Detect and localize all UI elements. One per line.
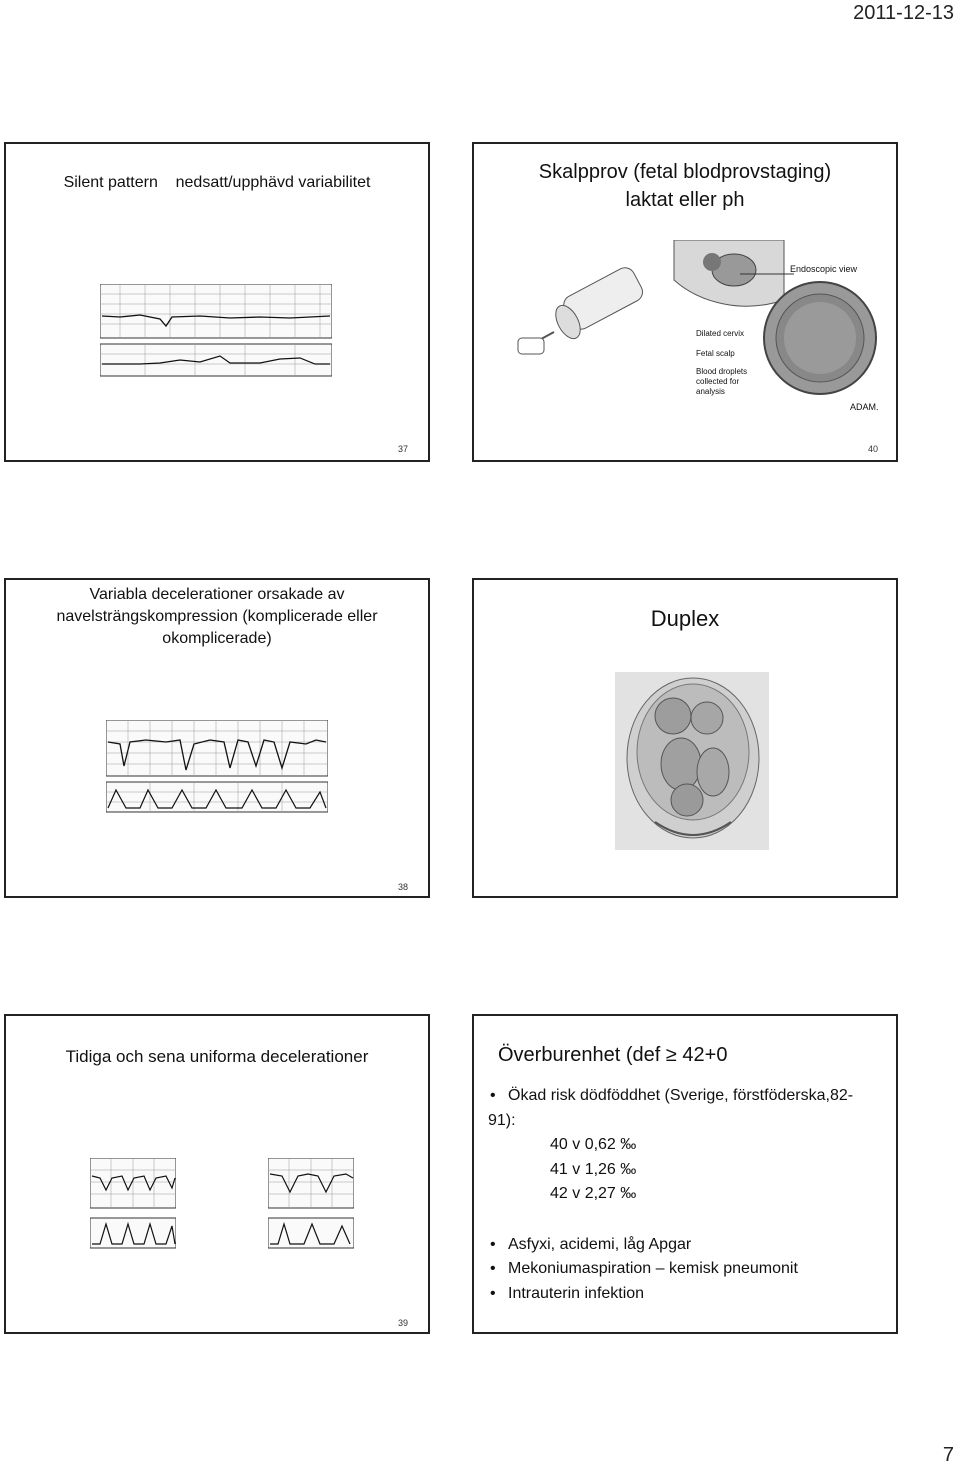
bullet-item: • Mekoniumaspiration – kemisk pneumonit [488,1257,853,1282]
ctg-trace-silent [100,284,332,384]
scalp-sample-figure [504,240,888,422]
bullet-item: • Intrauterin infektion [488,1282,853,1307]
twins-in-uterus-illustration [615,672,769,850]
list-spacer [488,1207,853,1233]
label-dilated: Dilated cervix [696,329,745,338]
risk-item: 40 v 0,62 ‰ [550,1136,637,1153]
ctg-trace-late [268,1158,354,1254]
slide-40 [472,142,898,462]
slide-37-title: Silent pattern nedsatt/upphävd variabilitet [63,174,371,191]
slide-39-title: Tidiga och sena uniforma decelerationer [65,1047,369,1066]
ctg-trace-variable [106,720,328,814]
slide-overburenhet-title: Överburenhet (def ≥ 42+0 [498,1044,728,1066]
sampling-device-icon [518,264,646,354]
risk-sublist [488,1133,853,1207]
slide-40-number: 40 [868,444,879,454]
slide-38 [4,578,430,898]
bullet-risk-line2: 91): [488,1111,516,1129]
label-collected: collected for [696,377,740,386]
label-blood: Blood droplets [696,367,748,376]
slide-39 [4,1014,430,1334]
slide-overburenhet [472,1014,898,1334]
slide-40-title-line1: Skalpprov (fetal blodprovstaging) [538,161,832,183]
slide-duplex-title: Duplex [650,606,720,631]
slide-40-title-line2: laktat eller ph [625,189,745,211]
slide-overburenhet-list [488,1084,853,1306]
bullet-risk [488,1084,853,1207]
header-date: 2011-12-13 [853,2,954,24]
endoscopic-view-icon [764,282,876,394]
risk-item: 41 v 1,26 ‰ [550,1160,637,1178]
label-endoscopic: Endoscopic view [790,264,858,274]
slide-37 [4,142,430,462]
label-scalp: Fetal scalp [696,349,735,358]
slide-38-number: 38 [398,882,409,892]
slide-38-title-line1: Variabla decelerationer orsakade av [89,586,345,603]
slide-duplex [472,578,898,898]
ctg-trace-early [90,1158,176,1254]
bullet-risk-line1: Ökad risk dödföddhet (Sverige, förstföderska,82- [508,1087,854,1104]
label-analysis: analysis [696,387,725,396]
risk-item: 42 v 2,27 ‰ [550,1185,637,1202]
bullet-item: • Asfyxi, acidemi, låg Apgar [488,1233,853,1258]
slide-39-number: 39 [398,1318,409,1328]
slide-38-title-line3: okomplicerade) [162,630,272,647]
label-brand: ADAM. [850,402,879,412]
uterus-section-icon [674,240,784,306]
slide-37-number: 37 [398,444,409,454]
page-number: 7 [942,1444,954,1466]
slide-38-title-line2: navelsträngskompression (komplicerade eller [56,608,378,625]
